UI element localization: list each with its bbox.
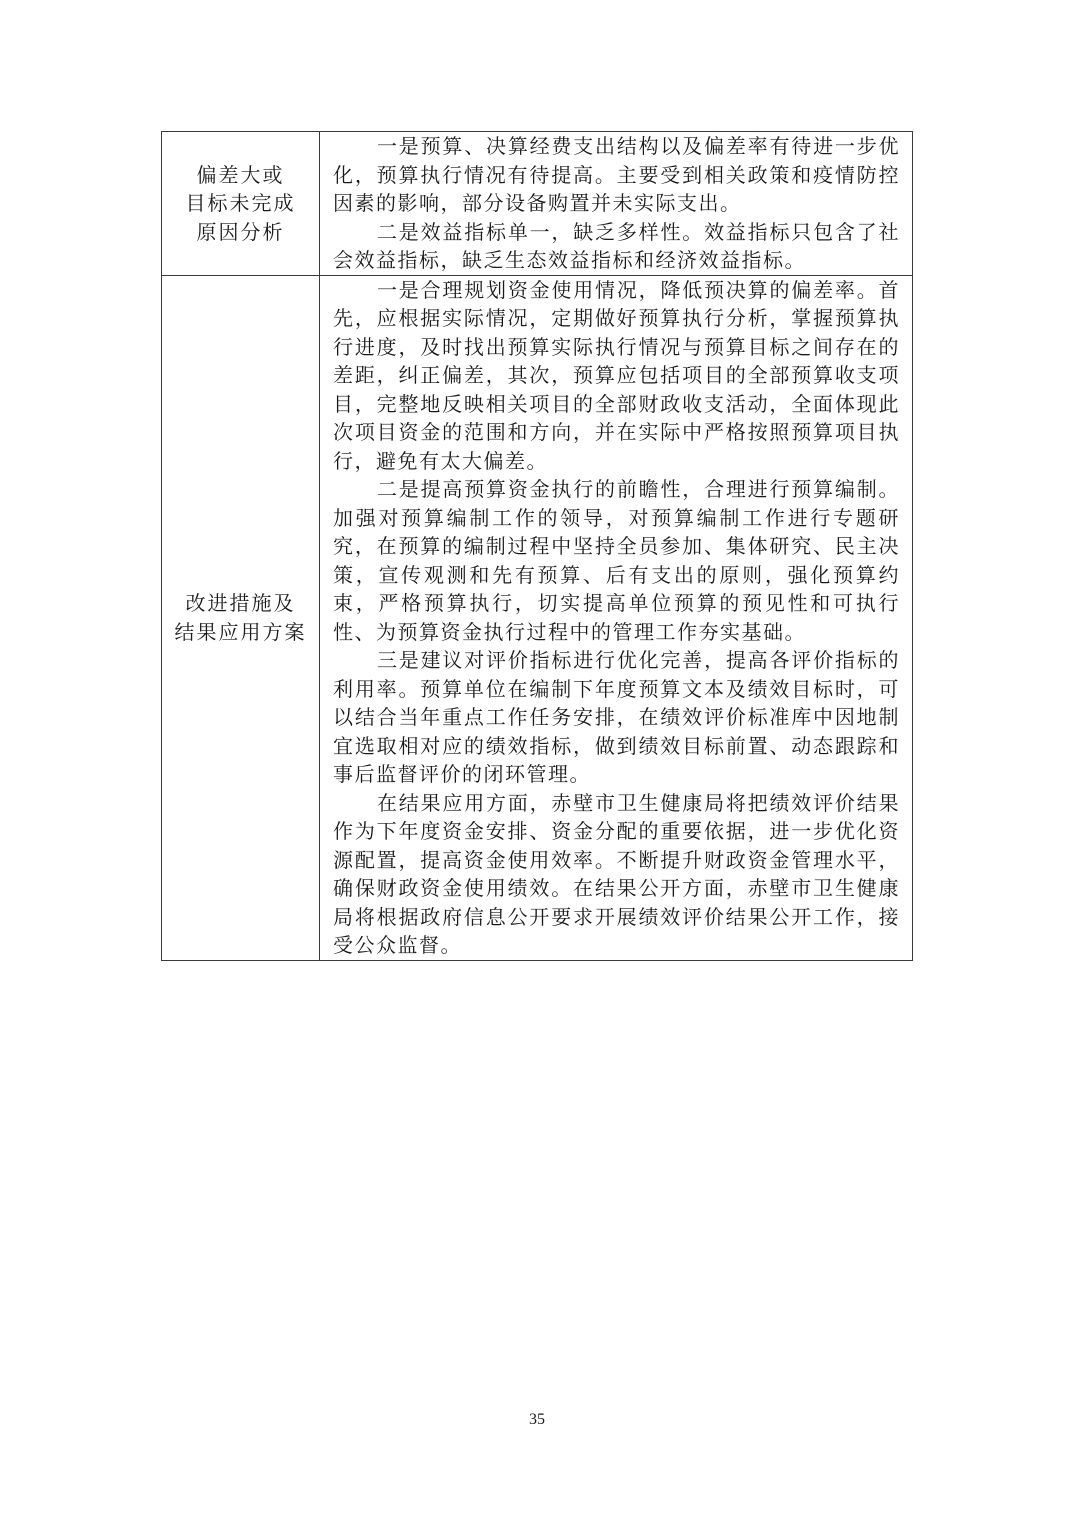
content-paragraph: 一是预算、决算经费支出结构以及偏差率有待进一步优化，预算执行情况有待提高。主要受到相关政策和疫情防控因素的影响，部分设备购置并未实际支出。	[333, 134, 900, 215]
row-label-line: 改进措施及	[185, 591, 296, 615]
page-number: 35	[529, 1411, 545, 1428]
row-label-line: 原因分析	[196, 219, 285, 244]
table-row	[162, 275, 913, 960]
row-label-line: 偏差大或	[196, 162, 285, 187]
row-label-cell	[162, 275, 320, 960]
row-label-line: 结果应用方案	[174, 619, 307, 644]
row-content-cell	[320, 275, 913, 960]
content-paragraph: 二是效益指标单一，缺乏多样性。效益指标只包含了社会效益指标，缺乏生态效益指标和经济效益指标。	[333, 219, 900, 272]
content-paragraph: 在结果应用方面，赤壁市卫生健康局将把绩效评价结果作为下年度资金安排、资金分配的重要依据，进一步优化资源配置，提高资金使用效率。不断提升财政资金管理水平，确保财政资金使用绩效。在结果公开方面，赤壁市卫生健康局将根据政府信息公开要求开展绩效评价结果公开工作，接受公众监督。	[333, 790, 900, 957]
evaluation-table	[161, 131, 913, 961]
content-paragraph: 三是建议对评价指标进行优化完善，提高各评价指标的利用率。预算单位在编制下年度预算文本及绩效目标时，可以结合当年重点工作任务安排，在绩效评价标准库中因地制宜选取相对应的绩效指标，做到绩效目标前置、动态跟踪和事后监督评价的闭环管理。	[333, 648, 900, 786]
content-paragraph: 一是合理规划资金使用情况，降低预决算的偏差率。首先，应根据实际情况，定期做好预算执行分析，掌握预算执行进度，及时找出预算实际执行情况与预算目标之间存在的差距，纠正偏差，其次，预算应包括项目的全部预算收支项目，完整地反映相关项目的全部财政收支活动，全面体现此次项目资金的范围和方向，并在实际中严格按照预算项目执行，避免有太大偏差。	[333, 277, 900, 473]
row-content-cell	[320, 132, 913, 276]
row-label-cell	[162, 132, 320, 276]
content-paragraph: 二是提高预算资金执行的前瞻性，合理进行预算编制。加强对预算编制工作的领导，对预算编制工作进行专题研究，在预算的编制过程中坚持全员参加、集体研究、民主决策，宣传观测和先有预算、后有支出的原则，强化预算约束，严格预算执行，切实提高单位预算的预见性和可执行性、为预算资金执行过程中的管理工作夯实基础。	[333, 477, 900, 644]
table-row	[162, 132, 913, 276]
row-label-line: 目标未完成	[185, 191, 296, 215]
